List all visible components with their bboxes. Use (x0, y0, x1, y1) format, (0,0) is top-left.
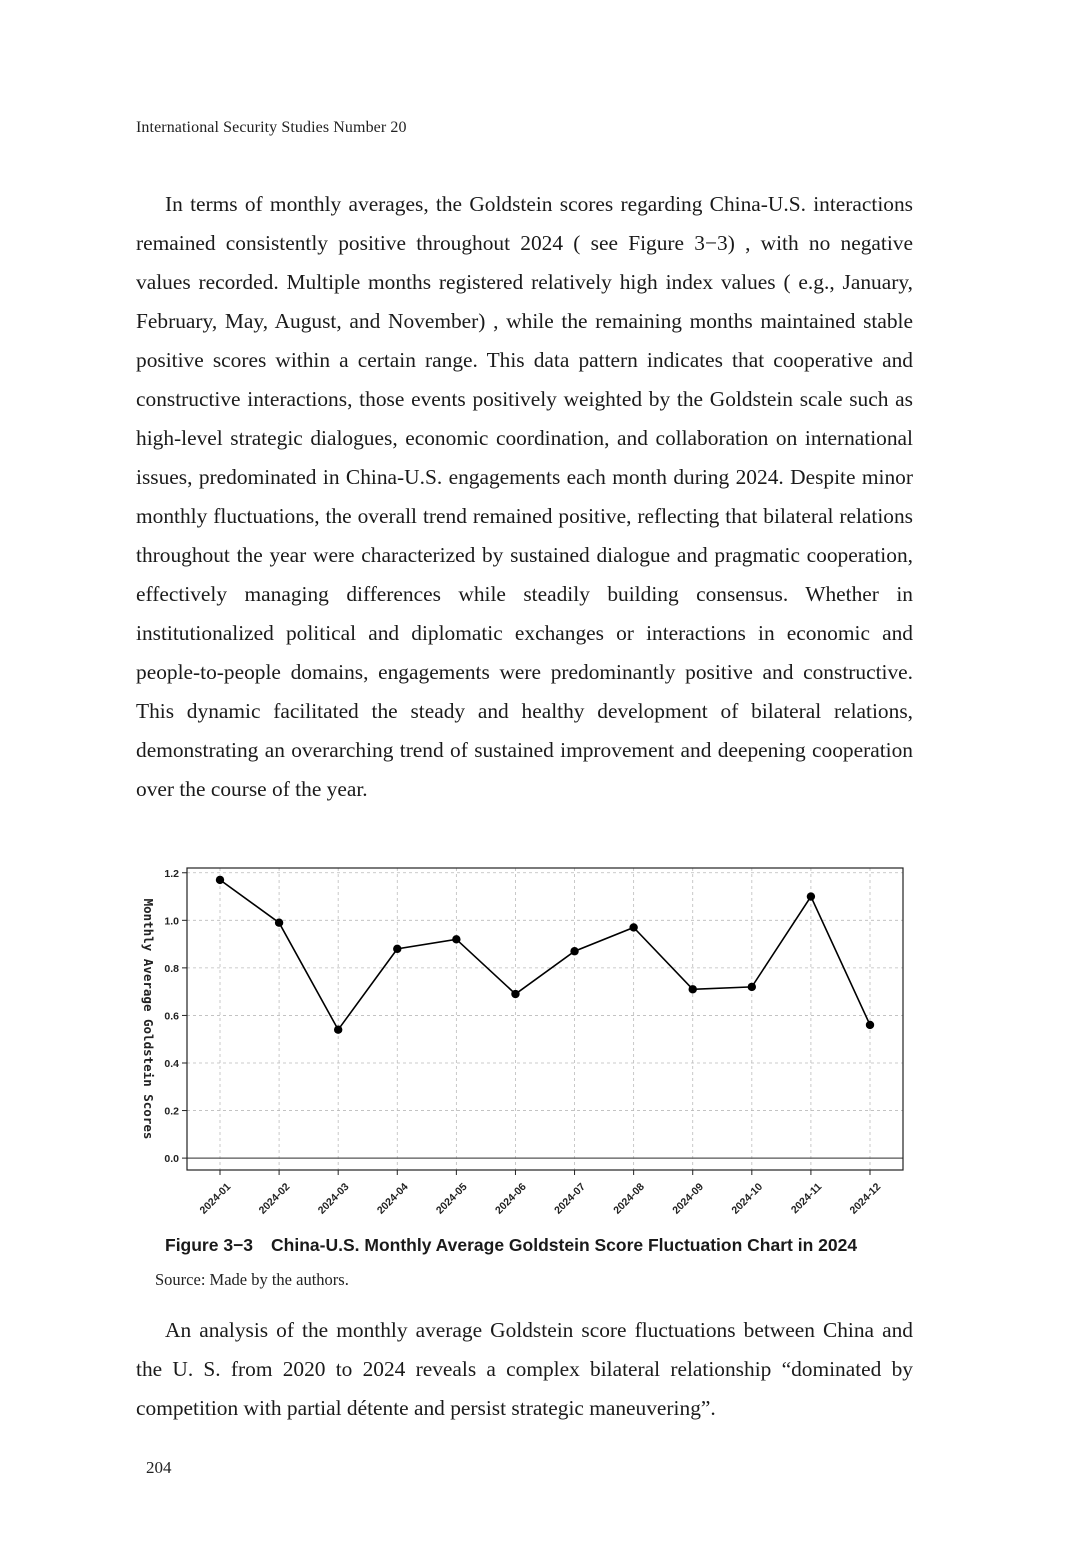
x-tick-label: 2024-11 (788, 1180, 825, 1217)
x-tick-label: 2024-05 (433, 1180, 470, 1217)
figure-title: China-U.S. Monthly Average Goldstein Score Fluctuation Chart in 2024 (271, 1235, 858, 1255)
data-point-2024-09 (689, 985, 697, 993)
x-tick-label: 2024-12 (847, 1180, 884, 1217)
y-tick-label: 0.2 (164, 1105, 179, 1118)
data-point-2024-10 (748, 983, 756, 991)
paragraph: In terms of monthly averages, the Goldstein scores regarding China-U.S. interactions remained consistently positive throughout 2024 ( see Figure 3−3) , with no negative values recorded. Multiple months registered relatively high index values ( e.g., January, February, May, August, and November) , while the remaining months maintained stable positive scores within a certain range. This data pattern indicates that cooperative and constructive interactions, those events positively weighted by the Goldstein scale such as high-level strategic dialogues, economic coordination, and collaboration on international issues, predominated in China-U.S. engagements each month during 2024. Despite minor monthly fluctuations, the overall trend remained positive, reflecting that bilateral relations throughout the year were characterized by sustained dialogue and pragmatic cooperation, effectively managing differences while steadily building consensus. Whether in institutionalized political and diplomatic exchanges or interactions in economic and people-to-people domains, engagements were predominantly positive and constructive. This dynamic facilitated the steady and healthy development of bilateral relations, demonstrating an overarching trend of sustained improvement and deepening cooperation over the course of the year. (136, 192, 913, 801)
y-tick-label: 1.0 (164, 915, 179, 928)
data-point-2024-12 (866, 1021, 874, 1029)
y-tick-label: 0.4 (164, 1057, 179, 1070)
x-tick-label: 2024-07 (552, 1180, 588, 1217)
x-tick-label: 2024-02 (256, 1180, 293, 1217)
figure-source: Source: Made by the authors. (155, 1270, 349, 1289)
figure-caption (165, 1235, 857, 1256)
running-head: International Security Studies Number 20 (136, 119, 407, 136)
page-number: 204 (146, 1458, 172, 1477)
data-point-2024-06 (511, 990, 519, 998)
figure-number: Figure 3−3 (165, 1235, 254, 1255)
y-tick-layer (164, 868, 187, 1165)
x-tick-label: 2024-10 (729, 1180, 766, 1217)
x-tick-label: 2024-01 (197, 1180, 234, 1217)
data-point-2024-05 (452, 935, 460, 943)
data-point-2024-07 (570, 947, 578, 955)
data-point-2024-02 (275, 918, 283, 926)
y-tick-label: 1.2 (164, 867, 179, 880)
line-chart (130, 858, 920, 1228)
series-layer (216, 876, 874, 1034)
y-tick-label: 0.8 (164, 962, 179, 975)
y-axis-label: Monthly Average Goldstein Scores (141, 898, 156, 1140)
data-point-2024-04 (393, 945, 401, 953)
y-tick-label: 0.0 (164, 1153, 179, 1166)
x-tick-label: 2024-09 (670, 1180, 707, 1217)
data-point-2024-08 (629, 923, 637, 931)
x-tick-label: 2024-03 (315, 1180, 352, 1217)
paragraph: An analysis of the monthly average Goldstein score fluctuations between China and the U. S. from 2020 to 2024 reveals a complex bilateral relationship “dominated by competition with partial détente and persist strategic maneuvering”. (136, 1318, 913, 1420)
x-tick-label: 2024-08 (611, 1180, 647, 1217)
data-point-2024-01 (216, 876, 224, 884)
grid-layer (187, 868, 903, 1170)
y-tick-label: 0.6 (164, 1010, 179, 1023)
x-tick-label: 2024-04 (374, 1180, 411, 1217)
x-tick-label: 2024-06 (493, 1180, 529, 1217)
chart-svg (130, 858, 920, 1228)
x-tick-layer (198, 1170, 884, 1217)
data-point-2024-11 (807, 892, 815, 900)
series-line (220, 880, 870, 1030)
data-point-2024-03 (334, 1026, 342, 1034)
plot-frame (187, 868, 903, 1170)
